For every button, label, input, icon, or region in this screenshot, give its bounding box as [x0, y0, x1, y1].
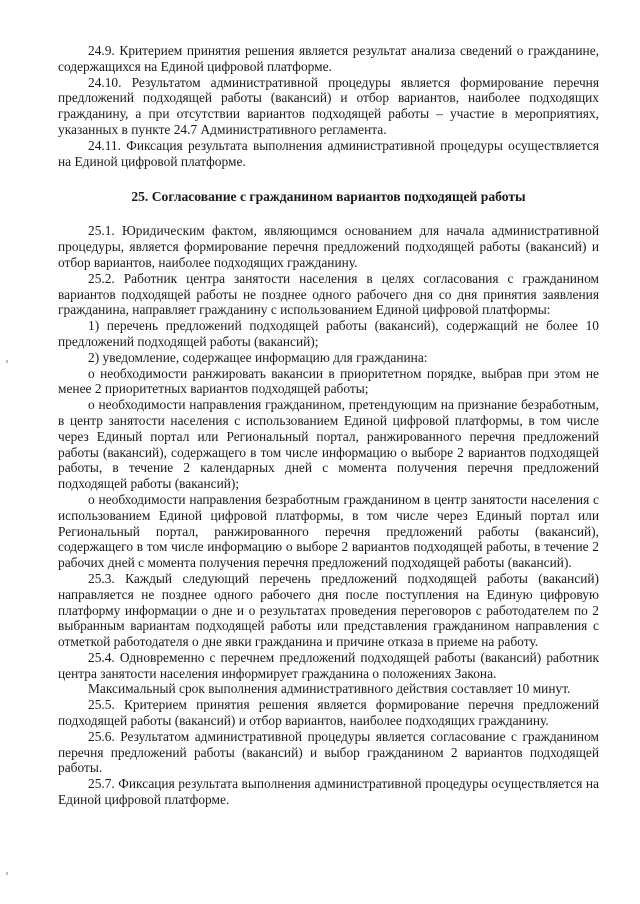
paragraph-25-3: 25.3. Каждый следующий перечень предложений подходящей работы (вакансий) направляется не позднее одного рабочего дня после поступления на Единую цифровую платформу информации о дне и о результатах проведения переговоров с работодателем по 2 выбранным вариантам подходящей работы или представления гражданином направления с отметкой работодателя о дне явки гражданина и причине отказа в приеме на работу. — [58, 570, 599, 650]
scan-mark-top — [6, 360, 8, 363]
paragraph-max-duration: Максимальный срок выполнения административного действия составляет 10 минут. — [88, 681, 571, 697]
paragraph-25-7: 25.7. Фиксация результата выполнения административной процедуры осуществляется на Единой цифровой платформе. — [58, 776, 599, 808]
paragraph-25-2: 25.2. Работник центра занятости населения в целях согласования с гражданином вариантов подходящей работы не позднее одного рабочего дня со дня принятия заявления гражданина, направляет гражданину с использованием Единой цифровой платформы: — [58, 270, 599, 318]
section-25-heading: 25. Согласование с гражданином вариантов подходящей работы — [131, 189, 526, 205]
list-item-25-2-2: 2) уведомление, содержащее информацию для гражданина: — [88, 349, 428, 365]
notice-item-ranking: о необходимости ранжировать вакансии в приоритетном порядке, выбрав при этом не менее 2 приоритетных вариантов подходящей работы; — [58, 365, 599, 397]
scan-mark-bottom — [6, 872, 8, 875]
notice-item-unemployed: о необходимости направления безработным гражданином в центр занятости населения с использованием Единой цифровой платформы, в том числе через Единый портал или Региональный портал, ранжированного перечня предложений работы (вакансий), содержащего в том числе информацию о выборе 2 вариантов подходящей работы, в течение 2 рабочих дней с момента получения перечня предложений подходящей работы (вакансий). — [58, 491, 599, 571]
notice-item-applicant: о необходимости направления гражданином, претендующим на признание безработным, в центр занятости населения с использованием Единой цифровой платформы, в том числе через Единый портал или Региональный портал, ранжированного перечня предложений работы (вакансий), содержащего в том числе информацию о выборе 2 вариантов подходящей работы, в течение 2 календарных дней с момента получения перечня предложений подходящей работы (вакансий); — [58, 397, 599, 492]
list-item-25-2-1: 1) перечень предложений подходящей работы (вакансий), содержащий не более 10 предложений подходящей работы (вакансий); — [58, 318, 599, 349]
paragraph-25-5: 25.5. Критерием принятия решения является формирование перечня предложений подходящей работы (вакансий) и отбор вариантов, наиболее подходящих гражданину. — [58, 697, 599, 729]
paragraph-25-6: 25.6. Результатом административной процедуры является согласование с гражданином перечня предложений работы (вакансий) и выбор гражданином 2 вариантов подходящей работы. — [58, 728, 599, 776]
document-body — [58, 43, 599, 808]
paragraph-25-4: 25.4. Одновременно с перечнем предложений подходящей работы (вакансий) работник центра занятости населения информирует гражданина о положениях Закона. — [58, 649, 599, 681]
paragraph-24-10: 24.10. Результатом административной процедуры является формирование перечня предложений подходящей работы (вакансий) и отбор вариантов, наиболее подходящих гражданину, а при отсутствии вариантов подходящей работы – участие в мероприятиях, указанных в пункте 24.7 Административного регламента. — [58, 74, 599, 137]
paragraph-25-1: 25.1. Юридическим фактом, являющимся основанием для начала административной процедуры, является формирование перечня предложений подходящей работы (вакансий) и отбор вариантов, наиболее подходящих гражданину. — [58, 223, 599, 270]
paragraph-24-11: 24.11. Фиксация результата выполнения административной процедуры осуществляется на Единой цифровой платформе. — [58, 137, 599, 169]
paragraph-24-9: 24.9. Критерием принятия решения является результат анализа сведений о гражданине, содержащихся на Единой цифровой платформе. — [58, 43, 599, 74]
